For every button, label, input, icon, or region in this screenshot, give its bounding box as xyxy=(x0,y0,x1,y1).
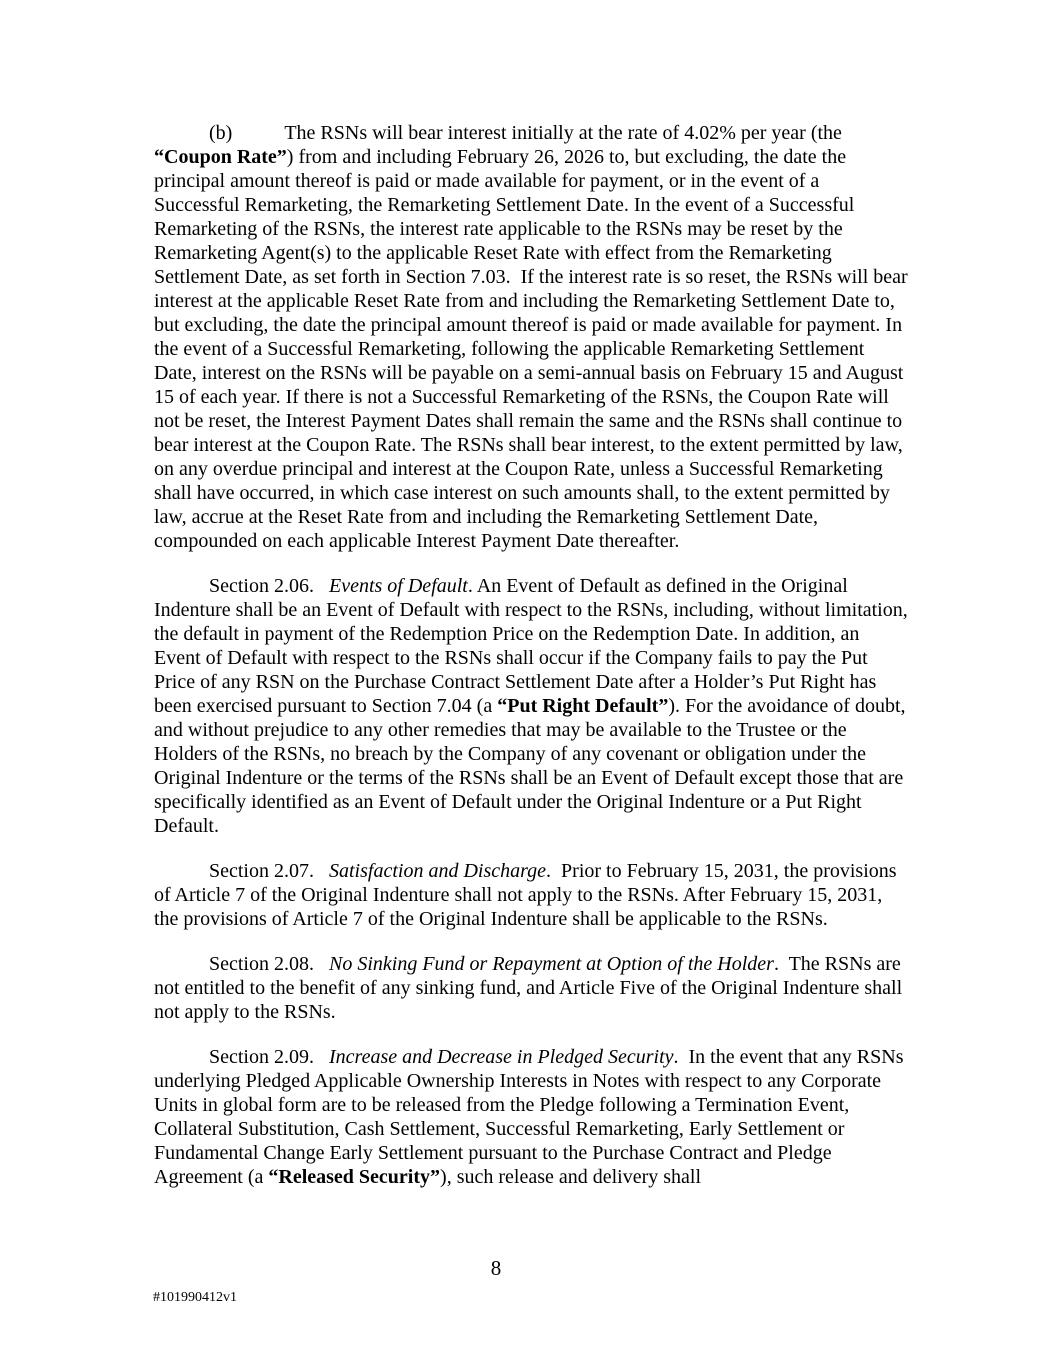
text-run-normal: . In the event that any RSNs underlying Pledged Applicable Ownership Interests in Notes with respect to any Corporate Units in global form are to be released from the Pledge following a Termination Event, Collateral Substitution, Cash Settlement, Successful Remarketing, Early Settlement or Fundamental Change Early Settlement pursuant to the Purchase Contract and Pledge Agreement (a xyxy=(154,1046,909,1188)
text-run-normal: Section 2.07. xyxy=(209,860,329,882)
text-run-normal: ) from and including February 26, 2026 to, but excluding, the date the principal amount thereof is paid or made available for payment, or in the event of a Successful Remarketing, the Remarketing Settlement Date. In the event of a Successful Remarketing of the RSNs, the interest rate applicable to the RSNs may be reset by the Remarketing Agent(s) to the applicable Reset Rate with effect from the Remarketing Settlement Date, as set forth in Section 7.03. If the interest rate is so reset, the RSNs will bear interest at the applicable Reset Rate from and including the Remarketing Settlement Date to, but excluding, the date the principal amount thereof is paid or made available for payment. In the event of a Successful Remarketing, following the applicable Remarketing Settlement Date, interest on the RSNs will be payable on a semi-annual basis on February 15 and August 15 of each year. If there is not a Successful Remarketing of the RSNs, the Coupon Rate will not be reset, the Interest Payment Dates shall remain the same and the RSNs shall continue to bear interest at the Coupon Rate. The RSNs shall bear interest, to the extent permitted by law, on any overdue principal and interest at the Coupon Rate, unless a Successful Remarketing shall have occurred, in which case interest on such amounts shall, to the extent permitted by law, accrue at the Reset Rate from and including the Remarketing Settlement Date, compounded on each applicable Interest Payment Date thereafter. xyxy=(154,146,913,552)
text-run-normal: ). For the avoidance of doubt, and without prejudice to any other remedies that may be available to the Trustee or the Holders of the RSNs, no breach by the Company of any covenant or obligation under the Original Indenture or the terms of the RSNs shall be an Event of Default except those that are specifically identified as an Event of Default under the Original Indenture or a Put Right Default. xyxy=(154,695,911,837)
text-run-normal: Section 2.08. xyxy=(209,953,329,975)
document-body xyxy=(154,121,913,1210)
text-run-normal: Section 2.09. xyxy=(209,1046,329,1068)
text-run-normal: The RSNs will bear interest initially at the rate of 4.02% per year (the xyxy=(284,122,847,144)
text-run-italic: Satisfaction and Discharge xyxy=(329,860,547,882)
section-2-07 xyxy=(154,859,908,931)
text-run-italic: No Sinking Fund or Repayment at Option of the Holder xyxy=(329,953,774,975)
text-run-normal: . The RSNs are not entitled to the benefit of any sinking fund, and Article Five of the Original Indenture shall not apply to the RSNs. xyxy=(154,953,908,1023)
text-run-italic: Increase and Decrease in Pledged Security xyxy=(329,1046,674,1068)
paragraph-b xyxy=(154,121,913,553)
page-number: 8 xyxy=(490,1256,502,1280)
text-run-normal: . Prior to February 15, 2031, the provisions of Article 7 of the Original Indenture shall not apply to the RSNs. After February 15, 2031, the provisions of Article 7 of the Original Indenture shall be applicable to the RSNs. xyxy=(154,860,902,930)
text-run-bold: “Coupon Rate” xyxy=(154,146,287,168)
section-2-08 xyxy=(154,952,908,1024)
text-run-normal: ), such release and delivery shall xyxy=(440,1166,702,1188)
text-run-italic: Events of Default xyxy=(329,575,468,597)
section-2-06 xyxy=(154,574,913,838)
text-run-normal: . An Event of Default as defined in the Original Indenture shall be an Event of Default with respect to the RSNs, including, without limitation, the default in payment of the Redemption Price on the Redemption Date. In addition, an Event of Default with respect to the RSNs shall occur if the Company fails to pay the Put Price of any RSN on the Purchase Contract Settlement Date after a Holder’s Put Right has been exercised pursuant to Section 7.04 (a xyxy=(154,575,913,717)
text-run-bold: “Released Security” xyxy=(268,1166,441,1188)
section-2-09 xyxy=(154,1045,908,1189)
text-run-bold: “Put Right Default” xyxy=(497,695,669,717)
text-run-normal: Section 2.06. xyxy=(209,575,329,597)
text-run-normal: (b) xyxy=(209,122,233,144)
doc-id-footer: #101990412v1 xyxy=(153,1290,237,1305)
